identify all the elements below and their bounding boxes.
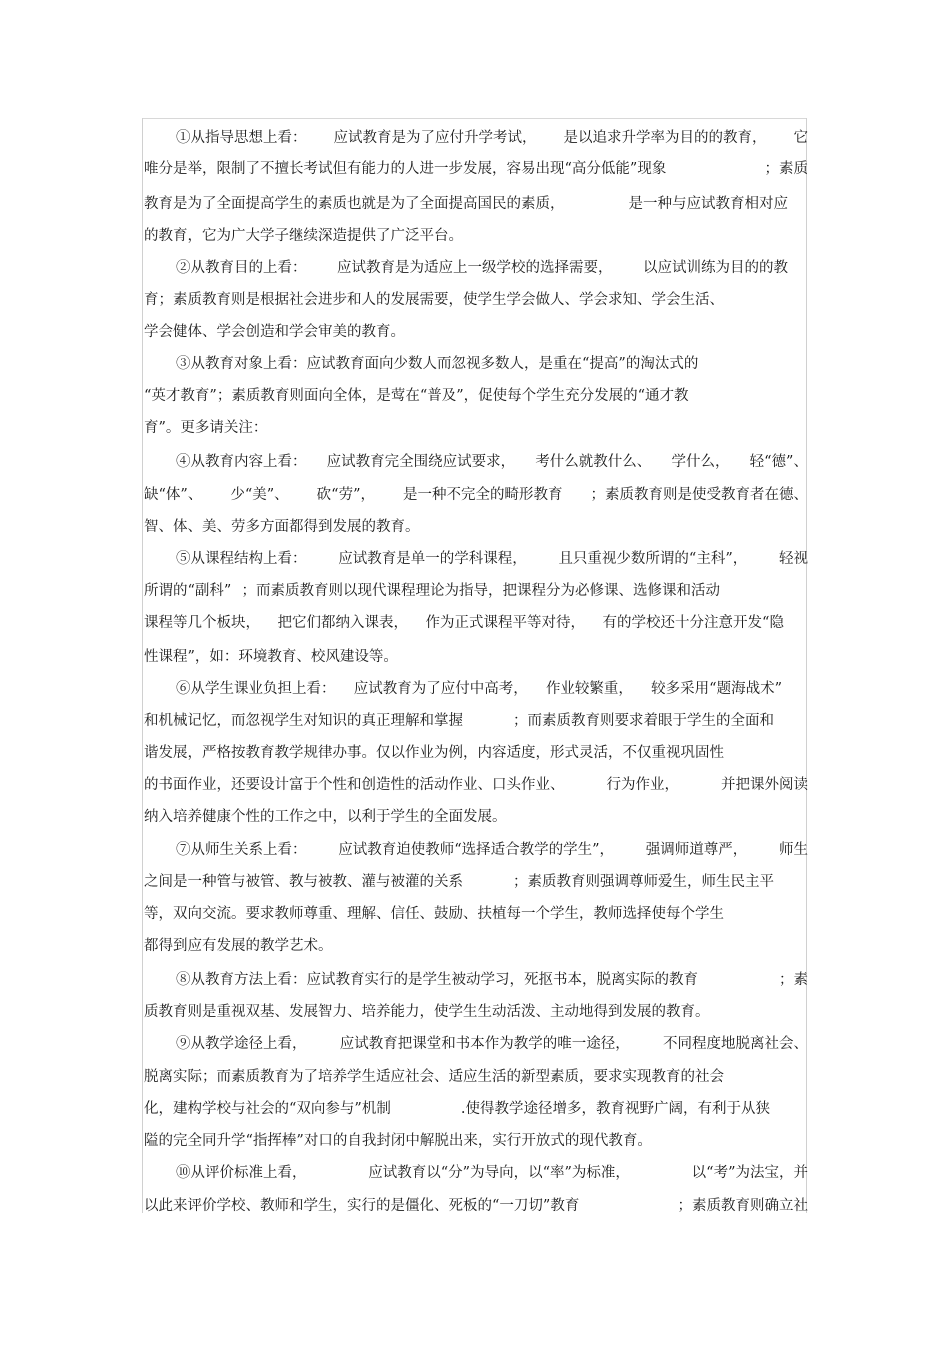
text-segment: 应试教育迫使教师“选择适合教学的学生”， xyxy=(338,842,615,858)
text-segment: 隘的完全同升学“指挥棒”对口的自我封闭中解脱出来，实行开放式的现代教育。 xyxy=(144,1133,652,1149)
text-line xyxy=(144,904,808,924)
text-line xyxy=(176,354,808,374)
text-segment: 行为作业， xyxy=(606,777,679,793)
text-segment: 作业较繁重， xyxy=(545,681,633,697)
text-segment: 等，双向交流。要求教师尊重、理解、信任、鼓励、扶植每一个学生，教师选择使每个学生 xyxy=(144,906,724,922)
text-segment: 化，建构学校与社会的“双向参与”机制 xyxy=(144,1101,391,1117)
text-segment: 轻“德”、 xyxy=(749,454,808,470)
text-segment: ；素质教育则是使受教育者在德、 xyxy=(590,487,808,503)
text-segment: 育”。更多请关注： xyxy=(144,420,268,436)
text-segment: 的教育，它为广大学子继续深造提供了广泛平台。 xyxy=(144,228,463,244)
text-line xyxy=(176,452,808,472)
text-line xyxy=(144,775,808,795)
text-line xyxy=(176,128,808,148)
text-segment: ⑨从教学途径上看， xyxy=(176,1036,307,1052)
text-segment: 应试教育把课堂和书本作为教学的唯一途径， xyxy=(339,1036,630,1052)
page-frame-top xyxy=(142,118,806,119)
text-segment: 都得到应有发展的教学艺术。 xyxy=(144,938,333,954)
text-segment: 的书面作业，还要设计富于个性和创造性的活动作业、口头作业、 xyxy=(144,777,565,793)
text-segment: 应试教育以“分”为导向，以“率”为标准， xyxy=(368,1165,630,1181)
text-segment: ①从指导思想上看： xyxy=(176,130,307,146)
text-segment: ⑥从学生课业负担上看： xyxy=(176,681,336,697)
text-segment: ⑩从评价标准上看， xyxy=(176,1165,307,1181)
text-line xyxy=(144,872,774,892)
text-segment: 应试教育是为了应付升学考试， xyxy=(333,130,537,146)
text-segment: 谐发展，严格按教育教学规律办事。仅以作业为例，内容适度，形式灵活，不仅重视巩固性 xyxy=(144,745,724,761)
text-segment: ；素质 xyxy=(764,161,808,177)
text-segment: 不同程度地脱离社会、 xyxy=(663,1036,808,1052)
text-segment: 学什么， xyxy=(671,454,730,470)
text-segment: ④从教育内容上看： xyxy=(176,454,307,470)
text-segment: 所谓的“副科” xyxy=(144,583,232,599)
text-segment: 考什么就教什么、 xyxy=(535,454,652,470)
text-line xyxy=(144,936,808,956)
text-line xyxy=(144,322,808,342)
text-line xyxy=(144,517,808,537)
text-segment: 是以追求升学率为目的的教育， xyxy=(563,130,767,146)
text-segment: 之间是一种管与被管、教与被教、灌与被灌的关系 xyxy=(144,874,463,890)
text-line xyxy=(144,743,808,763)
text-line xyxy=(144,194,788,214)
text-segment: 少“美”、 xyxy=(230,487,289,503)
text-line xyxy=(144,1196,808,1216)
text-segment: ②从教育目的上看： xyxy=(176,260,307,276)
text-segment: 是一种与应试教育相对应 xyxy=(628,196,788,212)
text-line xyxy=(176,970,808,990)
text-segment: 师生 xyxy=(778,842,808,858)
text-line xyxy=(176,258,788,278)
text-segment: ；素 xyxy=(779,972,808,988)
text-segment: 以此来评价学校、教师和学生，实行的是僵化、死板的“一刀切”教育 xyxy=(144,1198,580,1214)
text-segment: 作为正式课程平等对待， xyxy=(425,615,586,631)
text-line xyxy=(176,1163,808,1183)
text-line xyxy=(144,1002,808,1022)
text-segment: 应试教育完全围绕应试要求， xyxy=(326,454,516,470)
text-line xyxy=(144,711,774,731)
page-frame-left xyxy=(142,118,143,1213)
text-segment: 是一种不完全的畸形教育 xyxy=(402,487,563,503)
text-segment: 以应试训练为目的的教 xyxy=(643,260,788,276)
text-segment: 性课程”，如：环境教育、校风建设等。 xyxy=(144,649,398,665)
text-segment: 智、体、美、劳多方面都得到发展的教育。 xyxy=(144,519,420,535)
text-line xyxy=(144,1099,770,1119)
text-segment: 唯分是举，限制了不擅长考试但有能力的人进一步发展，容易出现“高分低能”现象 xyxy=(144,161,667,177)
text-line xyxy=(144,418,808,438)
text-segment: 强调师道尊严， xyxy=(645,842,748,858)
text-segment: ；而素质教育则以现代课程理论为指导，把课程分为必修课、选修课和活动 xyxy=(241,583,720,599)
text-segment: 应试教育是为适应上一级学校的选择需要， xyxy=(337,260,613,276)
text-segment: ；素质教育则强调尊师爱生，师生民主平 xyxy=(513,874,774,890)
text-line xyxy=(144,159,808,179)
text-line xyxy=(144,485,808,505)
text-segment: 轻视 xyxy=(778,551,808,567)
text-segment: ；而素质教育则要求着眼于学生的全面和 xyxy=(513,713,774,729)
text-segment: 且只重视少数所谓的“主科”， xyxy=(558,551,748,567)
text-segment: 纳入培养健康个性的工作之中，以利于学生的全面发展。 xyxy=(144,809,507,825)
text-segment: 和机械记忆，而忽视学生对知识的真正理解和掌握 xyxy=(144,713,463,729)
text-segment: ⑧从教育方法上看：应试教育实行的是学生被动学习，死抠书本，脱离实际的教育 xyxy=(176,972,698,988)
text-segment: .使得教学途径增多，教育视野广阔，有利于从狭 xyxy=(460,1101,770,1117)
text-segment: 缺“体”、 xyxy=(144,487,203,503)
text-segment: 它 xyxy=(793,130,808,146)
text-line xyxy=(176,679,782,699)
text-line xyxy=(144,290,808,310)
text-line xyxy=(176,840,808,860)
text-segment: 学会健体、学会创造和学会审美的教育。 xyxy=(144,324,405,340)
text-line xyxy=(144,613,784,633)
text-line xyxy=(176,1034,808,1054)
text-line xyxy=(144,807,808,827)
text-segment: 教育是为了全面提高学生的素质也就是为了全面提高国民的素质， xyxy=(144,196,565,212)
text-line xyxy=(144,647,808,667)
text-segment: 并把课外阅读 xyxy=(721,777,808,793)
text-segment: “英才教育”；素质教育则面向全体，是莺在“普及”，促使每个学生充分发展的“通才教 xyxy=(144,388,689,404)
text-segment: ③从教育对象上看：应试教育面向少数人而忽视多数人，是重在“提高”的淘汰式的 xyxy=(176,356,699,372)
text-segment: ；素质教育则确立社 xyxy=(677,1198,808,1214)
text-line xyxy=(144,1067,808,1087)
text-segment: 质教育则是重视双基、发展智力、培养能力，使学生生动活泼、主动地得到发展的教育。 xyxy=(144,1004,710,1020)
text-segment: 较多采用“题海战术” xyxy=(651,681,782,697)
text-line xyxy=(144,226,808,246)
text-segment: ⑦从师生关系上看： xyxy=(176,842,307,858)
text-segment: 脱离实际；而素质教育为了培养学生适应社会、适应生活的新型素质，要求实现教育的社会 xyxy=(144,1069,724,1085)
text-line xyxy=(144,1131,808,1151)
text-segment: 砍“劳”， xyxy=(316,487,375,503)
text-segment: 育；素质教育则是根据社会进步和人的发展需要，使学生学会做人、学会求知、学会生活、 xyxy=(144,292,724,308)
text-segment: 应试教育是单一的学科课程， xyxy=(338,551,527,567)
text-line xyxy=(144,386,808,406)
text-segment: 应试教育为了应付中高考， xyxy=(353,681,528,697)
text-segment: 把它们都纳入课表， xyxy=(277,615,409,631)
text-segment: 有的学校还十分注意开发“隐 xyxy=(602,615,784,631)
text-line xyxy=(144,581,720,601)
text-segment: 课程等几个板块， xyxy=(144,615,260,631)
text-segment: 以“考”为法宝，并 xyxy=(691,1165,808,1181)
text-line xyxy=(176,549,808,569)
text-segment: ⑤从课程结构上看： xyxy=(176,551,307,567)
